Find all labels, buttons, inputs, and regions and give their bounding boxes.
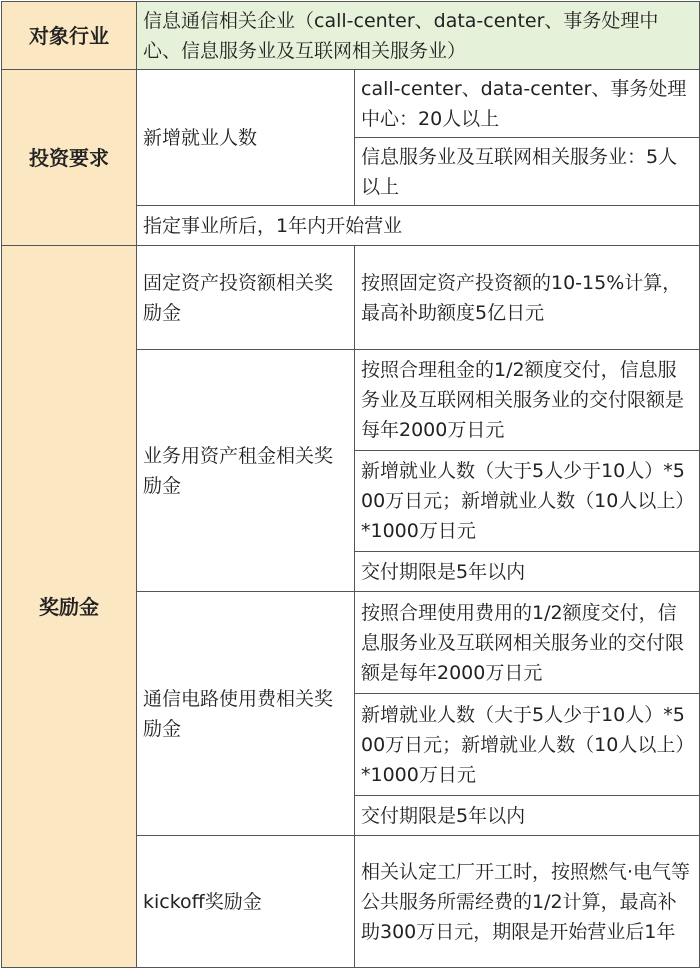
industry-label: 对象行业 xyxy=(2,2,137,70)
telecom-detail-1: 按照合理使用费用的1/2额度交付，信息服务业及互联网相关服务业的交付限额是每年2000万日元 xyxy=(355,592,700,694)
fixed-asset-name: 固定资产投资额相关奖励金 xyxy=(137,246,355,350)
row-investment-1 xyxy=(2,70,700,138)
employment-info-service: 信息服务业及互联网相关服务业：5人以上 xyxy=(355,138,700,206)
investment-label: 投资要求 xyxy=(2,70,137,246)
kickoff-detail: 相关认定工厂开工时，按照燃气·电气等公共服务所需经费的1/2计算，最高补助300万日元，期限是开始营业后1年 xyxy=(355,836,700,968)
rent-detail-2: 新增就业人数（大于5人少于10人）*500万日元；新增就业人数（10人以上）*1000万日元 xyxy=(355,451,700,552)
fixed-asset-detail: 按照固定资产投资额的10-15%计算，最高补助额度5亿日元 xyxy=(355,246,700,350)
employment-call-center: call-center、data-center、事务处理中心：20人以上 xyxy=(355,70,700,138)
designation-requirement: 指定事业所后，1年内开始营业 xyxy=(137,206,700,246)
rent-detail-3: 交付期限是5年以内 xyxy=(355,552,700,592)
rent-name: 业务用资产租金相关奖励金 xyxy=(137,350,355,592)
incentive-label: 奖励金 xyxy=(2,246,137,968)
employment-label: 新增就业人数 xyxy=(137,70,355,206)
telecom-name: 通信电路使用费相关奖励金 xyxy=(137,592,355,836)
row-fixed-asset xyxy=(2,246,700,350)
row-industry xyxy=(2,2,700,70)
incentive-table xyxy=(1,1,700,968)
rent-detail-1: 按照合理租金的1/2额度交付，信息服务业及互联网相关服务业的交付限额是每年2000万日元 xyxy=(355,350,700,451)
kickoff-name: kickoff奖励金 xyxy=(137,836,355,968)
telecom-detail-3: 交付期限是5年以内 xyxy=(355,796,700,836)
telecom-detail-2: 新增就业人数（大于5人少于10人）*500万日元；新增就业人数（10人以上）*1000万日元 xyxy=(355,694,700,796)
industry-value: 信息通信相关企业（call-center、data-center、事务处理中心、信息服务业及互联网相关服务业） xyxy=(137,2,700,70)
